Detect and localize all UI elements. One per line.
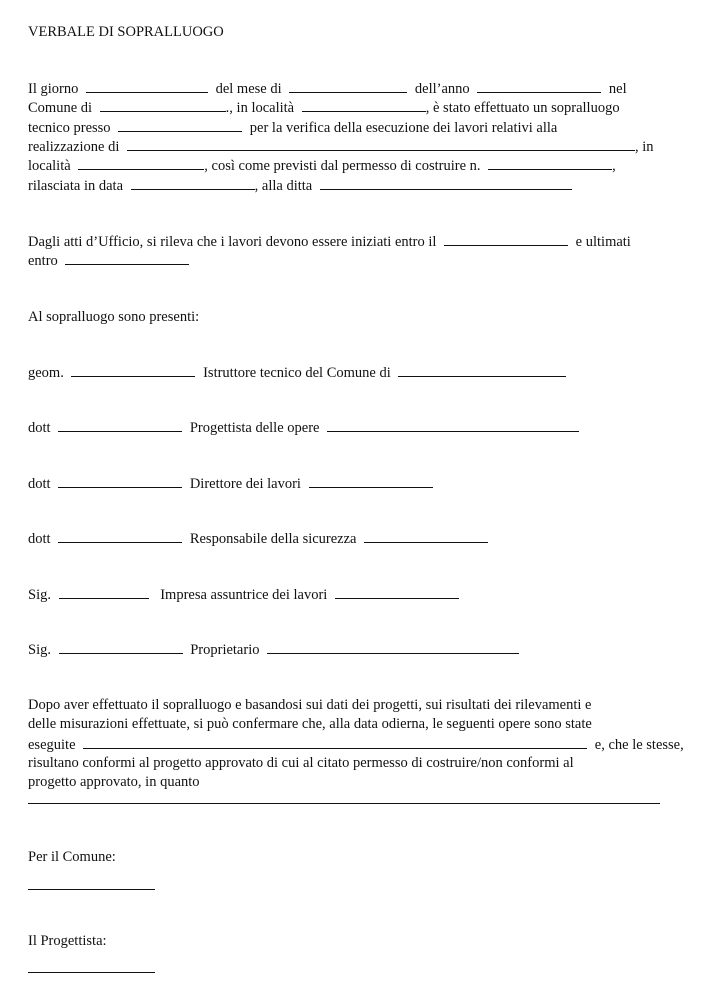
intro-line-4 (28, 137, 654, 157)
conclusion-line-3 (28, 735, 684, 755)
executed-works-field[interactable] (83, 735, 587, 749)
attendee-name-field[interactable] (71, 363, 195, 377)
attendee-prefix: geom. (28, 365, 64, 381)
sicurezza-detail-field[interactable] (364, 529, 488, 543)
attendee-role: Proprietario (190, 642, 260, 658)
progettista-detail-field[interactable] (327, 418, 579, 432)
deadline-text: Dagli atti d’Ufficio, si rileva che i lavori devono essere iniziati entro il (28, 234, 437, 250)
intro-text: , alla ditta (254, 178, 313, 194)
attendee-row (28, 363, 566, 383)
progettista-signature-label: Il Progettista: (28, 933, 107, 949)
year-field[interactable] (477, 79, 601, 93)
intro-text: Comune di (28, 100, 93, 116)
attendee-name-field[interactable] (58, 529, 182, 543)
attendee-role: Direttore dei lavori (189, 476, 301, 492)
presso-field[interactable] (118, 118, 242, 132)
present-heading: Al sopralluogo sono presenti: (28, 309, 200, 325)
deadline-line-1 (28, 232, 631, 252)
direttore-detail-field[interactable] (309, 474, 433, 488)
attendee-prefix: dott (28, 476, 51, 492)
comune-signature-field[interactable] (28, 876, 155, 890)
attendee-row (28, 585, 459, 605)
intro-text: ., in località (225, 100, 295, 116)
attendee-name-field[interactable] (58, 474, 182, 488)
conclusion-line-5: progetto approvato, in quanto (28, 774, 200, 790)
intro-text: per la verifica della esecuzione dei lavori relativi alla (249, 120, 558, 136)
attendee-name-field[interactable] (59, 640, 183, 654)
localita-field[interactable] (302, 98, 426, 112)
attendee-role: Responsabile della sicurezza (189, 531, 357, 547)
conclusion-line-4: risultano conformi al progetto approvato di cui al citato permesso di costruire/non conformi al (28, 755, 574, 771)
deadline-text: e ultimati (575, 234, 631, 250)
realizzazione-field[interactable] (127, 137, 635, 151)
issue-date-field[interactable] (131, 176, 255, 190)
attendee-prefix: dott (28, 531, 51, 547)
attendee-role: Istruttore tecnico del Comune di (203, 365, 391, 381)
attendee-row (28, 418, 579, 438)
proprietario-detail-field[interactable] (267, 640, 519, 654)
intro-line-5 (28, 156, 616, 176)
day-field[interactable] (86, 79, 208, 93)
attendee-name-field[interactable] (58, 418, 182, 432)
intro-text: nel (608, 81, 627, 97)
intro-text: località (28, 158, 71, 174)
reason-field[interactable] (28, 790, 660, 804)
impresa-detail-field[interactable] (335, 585, 459, 599)
conclusion-text: e, che le stesse, (594, 737, 684, 753)
comune-signature-row (28, 876, 155, 896)
conclusion-text: eseguite (28, 737, 76, 753)
document-title: VERBALE DI SOPRALLUOGO (28, 24, 224, 40)
intro-line-6 (28, 176, 572, 196)
intro-line-2 (28, 98, 620, 118)
intro-text: tecnico presso (28, 120, 111, 136)
comune-signature-label: Per il Comune: (28, 849, 116, 865)
intro-text: rilasciata in data (28, 178, 124, 194)
attendee-prefix: dott (28, 420, 51, 436)
attendee-name-field[interactable] (59, 585, 149, 599)
attendee-row (28, 474, 433, 494)
attendee-prefix: Sig. (28, 642, 51, 658)
intro-text: del mese di (215, 81, 282, 97)
istruttore-comune-field[interactable] (398, 363, 566, 377)
intro-text: dell’anno (414, 81, 470, 97)
attendee-row (28, 640, 519, 660)
progettista-signature-row (28, 959, 155, 979)
deadline-text: entro (28, 253, 58, 269)
progettista-signature-field[interactable] (28, 959, 155, 973)
intro-text: realizzazione di (28, 139, 120, 155)
intro-line-1 (28, 79, 627, 99)
attendee-role: Impresa assuntrice dei lavori (160, 587, 328, 603)
start-date-field[interactable] (444, 232, 568, 246)
intro-text: , così come previsti dal permesso di costruire n. (204, 158, 481, 174)
attendee-role: Progettista delle opere (189, 420, 320, 436)
comune-field[interactable] (100, 98, 226, 112)
conclusion-line-1: Dopo aver effettuato il sopralluogo e basandosi sui dati dei progetti, sui risultati dei rilevamenti e (28, 697, 592, 713)
intro-text: , (612, 158, 616, 174)
intro-text: , in (635, 139, 654, 155)
month-field[interactable] (289, 79, 407, 93)
end-date-field[interactable] (65, 251, 189, 265)
attendee-row (28, 529, 488, 549)
company-field[interactable] (320, 176, 572, 190)
intro-text: , è stato effettuato un sopralluogo (425, 100, 620, 116)
permit-number-field[interactable] (488, 156, 612, 170)
conclusion-line-6 (28, 790, 660, 810)
intro-line-3 (28, 118, 557, 138)
localita-2-field[interactable] (78, 156, 204, 170)
attendee-prefix: Sig. (28, 587, 51, 603)
deadline-line-2 (28, 251, 189, 271)
conclusion-line-2: delle misurazioni effettuate, si può confermare che, alla data odierna, le seguenti opere sono state (28, 716, 592, 732)
intro-text: Il giorno (28, 81, 79, 97)
